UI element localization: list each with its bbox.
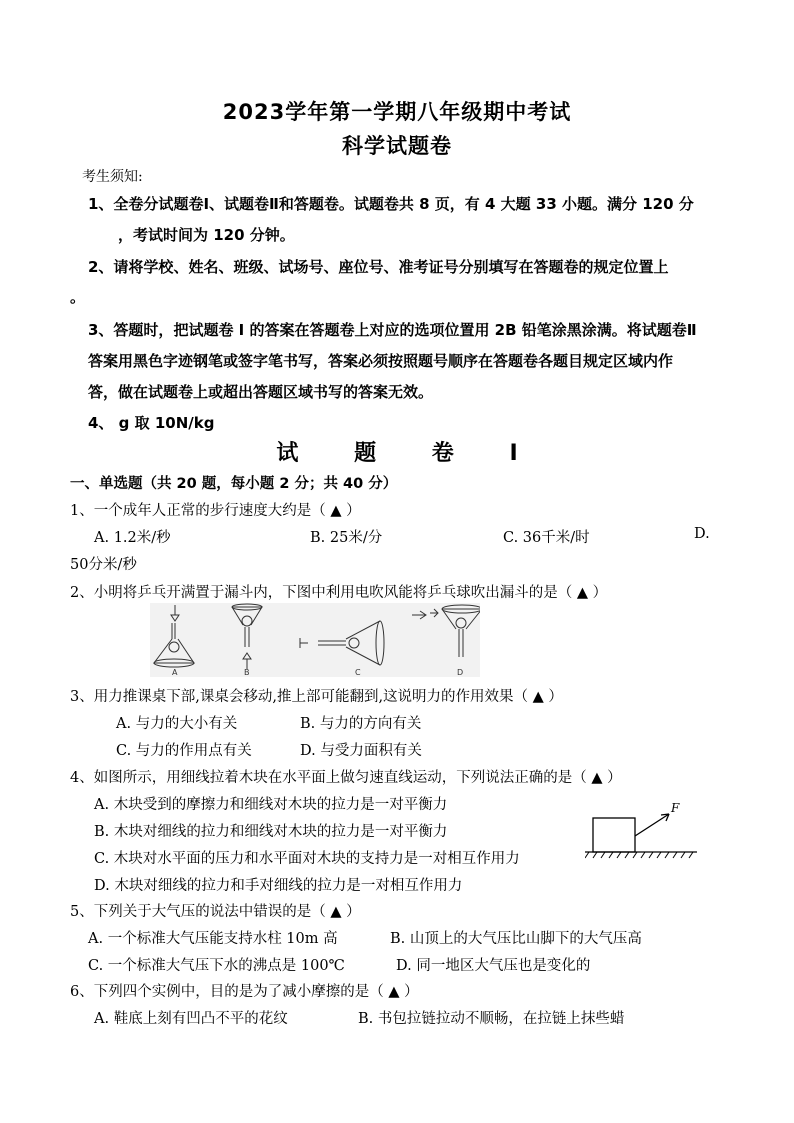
q2-stem: 2、小明将乒乓开满置于漏斗内，下图中利用电吹风能将乒乓球吹出漏斗的是（ ▲ ） bbox=[70, 585, 608, 601]
q1-option-d: D. bbox=[694, 526, 710, 542]
exam-subtitle: 科学试题卷 bbox=[342, 134, 452, 158]
q1-option-d-cont: 50分米/秒 bbox=[70, 557, 137, 573]
part-heading: 一、单选题（共 20 题，每小题 2 分；共 40 分） bbox=[70, 476, 398, 492]
q5-option-b: B. 山顶上的大气压比山脚下的大气压高 bbox=[390, 931, 642, 947]
q2-funnel-figure bbox=[150, 603, 480, 677]
force-label: F bbox=[671, 801, 680, 815]
q4-option-a: A. 木块受到的摩擦力和细线对木块的拉力是一对平衡力 bbox=[94, 797, 448, 813]
funnel-diagram bbox=[150, 603, 480, 677]
wood-block bbox=[593, 818, 635, 852]
q1-option-c: C. 36千米/时 bbox=[503, 530, 590, 546]
q5-option-d: D. 同一地区大气压也是变化的 bbox=[396, 958, 591, 974]
q4-option-c: C. 木块对水平面的压力和水平面对木块的支持力是一对相互作用力 bbox=[94, 851, 520, 867]
section-char: 试 bbox=[276, 441, 299, 466]
section-title bbox=[0, 436, 794, 467]
q4-block-figure bbox=[585, 800, 700, 860]
notice-item-1-cont: ，考试时间为 120 分钟。 bbox=[118, 226, 295, 244]
q5-option-c: C. 一个标准大气压下水的沸点是 100℃ bbox=[88, 958, 345, 974]
section-char: 卷 bbox=[431, 441, 454, 466]
fig-label-d: D bbox=[457, 668, 464, 677]
q3-option-b: B. 与力的方向有关 bbox=[300, 716, 422, 732]
q4-option-b: B. 木块对细线的拉力和细线对木块的拉力是一对平衡力 bbox=[94, 824, 448, 840]
q3-option-c: C. 与力的作用点有关 bbox=[116, 743, 252, 759]
section-char: 题 bbox=[354, 441, 377, 466]
fig-label-a: A bbox=[172, 668, 178, 677]
q3-option-a: A. 与力的大小有关 bbox=[116, 716, 238, 732]
section-char: I bbox=[509, 441, 518, 466]
q5-option-a: A. 一个标准大气压能支持水柱 10m 高 bbox=[88, 931, 338, 947]
q4-option-d: D. 木块对细线的拉力和手对细线的拉力是一对相互作用力 bbox=[94, 878, 463, 894]
notice-item-2-cont: 。 bbox=[70, 288, 86, 306]
fig-label-c: C bbox=[355, 668, 361, 677]
notice-item-2: 2、请将学校、姓名、班级、试场号、座位号、准考证号分别填写在答题卷的规定位置上 bbox=[88, 258, 669, 276]
q6-option-b: B. 书包拉链拉动不顺畅，在拉链上抹些蜡 bbox=[358, 1011, 625, 1027]
block-diagram bbox=[585, 800, 700, 860]
q3-option-d: D. 与受力面积有关 bbox=[300, 743, 422, 759]
notice-item-4: 4、 g 取 10N/kg bbox=[88, 414, 215, 432]
q5-stem: 5、下列关于大气压的说法中错误的是（ ▲ ） bbox=[70, 904, 361, 920]
notice-item-3-cont2: 答，做在试题卷上或超出答题区域书写的答案无效。 bbox=[88, 383, 434, 401]
q1-option-a: A. 1.2米/秒 bbox=[94, 530, 171, 546]
q4-stem: 4、如图所示，用细线拉着木块在水平面上做匀速直线运动，下列说法正确的是（ ▲ ） bbox=[70, 770, 622, 786]
q6-option-a: A. 鞋底上刻有凹凸不平的花纹 bbox=[94, 1011, 288, 1027]
notice-item-3-cont1: 答案用黑色字迹钢笔或签字笔书写，答案必须按照题号顺序在答题卷各题目规定区域内作 bbox=[88, 352, 674, 370]
q6-stem: 6、下列四个实例中，目的是为了减小摩擦的是（ ▲ ） bbox=[70, 984, 419, 1000]
fig-label-b: B bbox=[244, 668, 250, 677]
notice-heading: 考生须知: bbox=[82, 169, 143, 185]
q3-stem: 3、用力推课桌下部,课桌会移动,推上部可能翻到,这说明力的作用效果（ ▲ ） bbox=[70, 689, 563, 705]
notice-item-3: 3、答题时，把试题卷 Ⅰ 的答案在答题卷上对应的选项位置用 2B 铅笔涂黑涂满。将试题卷Ⅱ bbox=[88, 321, 697, 339]
q1-option-b: B. 25米/分 bbox=[310, 530, 383, 546]
q1-stem: 1、一个成年人正常的步行速度大约是（ ▲ ） bbox=[70, 503, 361, 519]
notice-item-1: 1、全卷分试题卷Ⅰ、试题卷Ⅱ和答题卷。试题卷共 8 页，有 4 大题 33 小题。满分 120 分 bbox=[88, 195, 694, 213]
exam-title: 2023学年第一学期八年级期中考试 bbox=[222, 100, 572, 124]
